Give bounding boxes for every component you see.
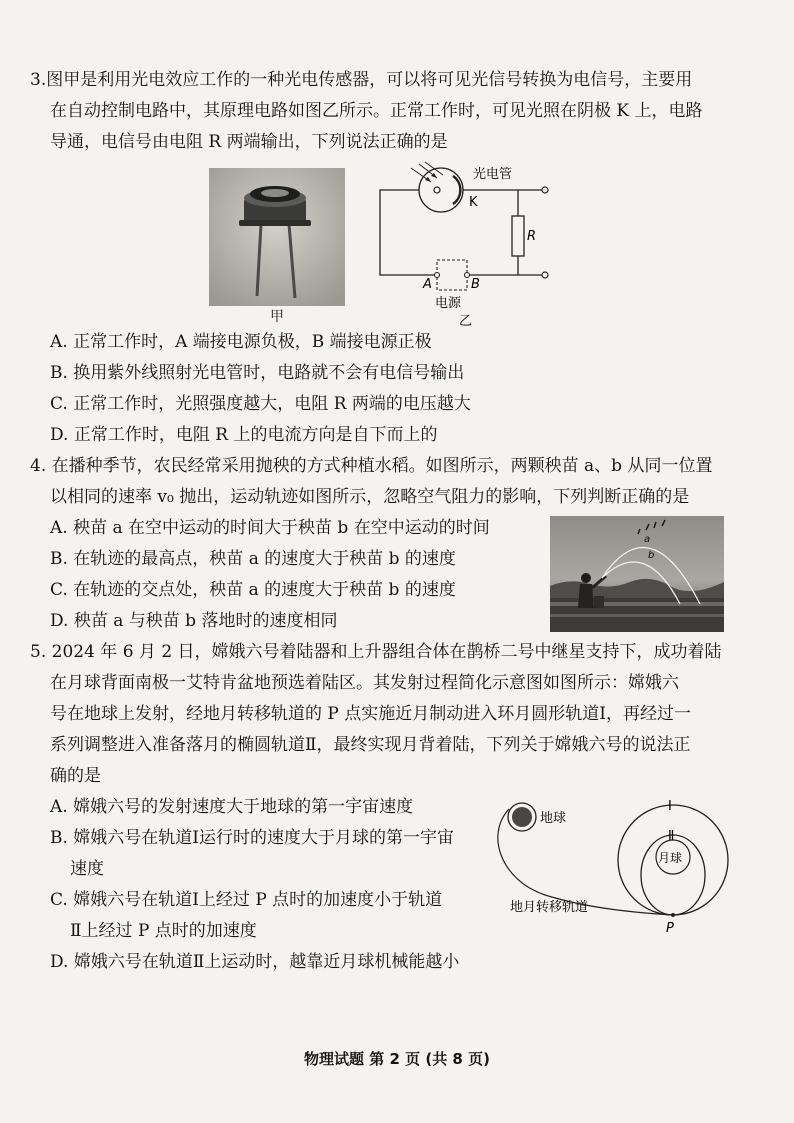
- q3-option-a: A. 正常工作时，A 端接电源负极，B 端接电源正极: [50, 332, 432, 352]
- q4-option-a: A. 秧苗 a 在空中运动的时间大于秧苗 b 在空中运动的时间: [50, 518, 490, 538]
- q3-line-2: 在自动控制电路中，其原理电路如图乙所示。正常工作时，可见光照在阴极 K 上，电路: [50, 101, 703, 121]
- q4-option-d: D. 秧苗 a 与秧苗 b 落地时的速度相同: [50, 611, 338, 631]
- photo-sensor-jia: [209, 168, 345, 306]
- label-p: P: [666, 921, 674, 936]
- q3-option-b: B. 换用紫外线照射光电管时，电路就不会有电信号输出: [50, 363, 465, 383]
- q5-option-b: B. 嫦娥六号在轨道Ⅰ运行时的速度大于月球的第一宇宙: [50, 828, 455, 848]
- orbit-diagram: [495, 795, 750, 940]
- q3-line-1: 3.图甲是利用光电效应工作的一种光电传感器，可以将可见光信号转换为电信号，主要用: [30, 70, 693, 90]
- q5-option-a: A. 嫦娥六号的发射速度大于地球的第一宇宙速度: [50, 797, 414, 817]
- q5-line-3: 号在地球上发射，经地月转移轨道的 P 点实施近月制动进入环月圆形轨道Ⅰ，再经过一: [50, 704, 691, 724]
- label-moon: 月球: [658, 851, 683, 865]
- label-k: K: [469, 195, 478, 210]
- fig-yi-caption: 乙: [459, 314, 473, 329]
- q4-line-1: 4. 在播种季节，农民经常采用抛秧的方式种植水稻。如图所示，两颗秧苗 a、b 从同一位置: [30, 456, 713, 476]
- label-orbit-1: Ⅰ: [668, 799, 672, 814]
- label-b: B: [471, 277, 480, 292]
- label-orbit-2: Ⅱ: [668, 829, 675, 844]
- label-a: A: [423, 277, 432, 292]
- q3-line-3: 导通，电信号由电阻 R 两端输出，下列说法正确的是: [50, 132, 448, 152]
- page-footer: 物理试题 第 2 页 (共 8 页): [304, 1050, 490, 1068]
- q4-option-b: B. 在轨迹的最高点，秧苗 a 的速度大于秧苗 b 的速度: [50, 549, 456, 569]
- label-earth: 地球: [540, 811, 567, 826]
- q5-option-b-cont: 速度: [70, 859, 104, 879]
- q3-option-d: D. 正常工作时，电阻 R 上的电流方向是自下而上的: [50, 425, 438, 445]
- label-photocell: 光电管: [473, 167, 513, 182]
- label-power-source: 电源: [435, 296, 462, 311]
- q5-option-c: C. 嫦娥六号在轨道Ⅰ上经过 P 点时的加速度小于轨道: [50, 890, 443, 910]
- q5-line-5: 确的是: [50, 766, 101, 786]
- label-seedling-a: a: [644, 534, 651, 545]
- label-seedling-b: b: [648, 550, 655, 561]
- q5-line-4: 系列调整进入准备落月的椭圆轨道Ⅱ，最终实现月背着陆，下列关于嫦娥六号的说法正: [50, 735, 691, 755]
- q5-line-1: 5. 2024 年 6 月 2 日，嫦娥六号着陆器和上升器组合体在鹊桥二号中继星支持下，成功着陆: [30, 642, 722, 662]
- label-transfer-orbit: 地月转移轨道: [510, 900, 589, 915]
- label-r: R: [527, 229, 537, 244]
- circuit-diagram-yi: [375, 160, 555, 330]
- fig-jia-caption: 甲: [270, 309, 284, 325]
- q5-line-2: 在月球背面南极一艾特肯盆地预选着陆区。其发射过程简化示意图如图所示：嫦娥六: [50, 673, 679, 693]
- photo-rice-throwing: [550, 516, 724, 632]
- q5-option-c-cont: Ⅱ上经过 P 点时的加速度: [70, 921, 257, 941]
- q4-line-2: 以相同的速率 v₀ 抛出，运动轨迹如图所示，忽略空气阻力的影响，下列判断正确的是: [50, 487, 690, 507]
- q5-option-d: D. 嫦娥六号在轨道Ⅱ上运动时，越靠近月球机械能越小: [50, 952, 460, 972]
- q4-option-c: C. 在轨迹的交点处，秧苗 a 的速度大于秧苗 b 的速度: [50, 580, 456, 600]
- q3-option-c: C. 正常工作时，光照强度越大，电阻 R 两端的电压越大: [50, 394, 471, 414]
